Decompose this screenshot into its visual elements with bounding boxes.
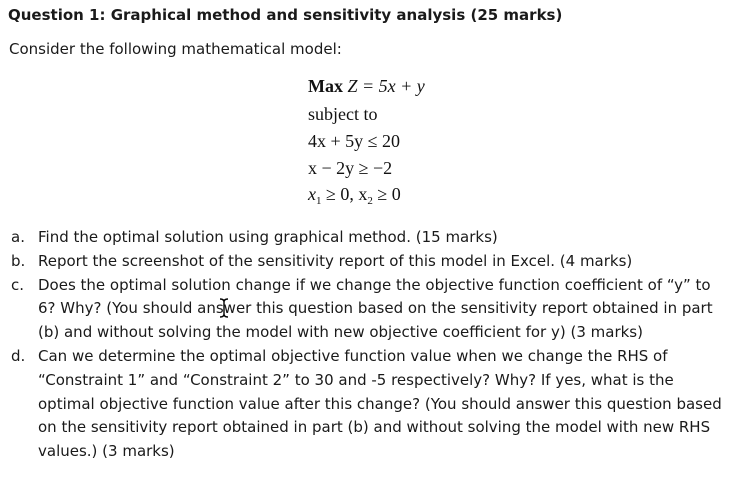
question-letter: c. (11, 275, 25, 294)
question-text-part-1: Does the optimal solution change if we change the objective function coefficient of “y” to 6? Why? (You should ans (38, 275, 711, 318)
question-title: Question 1: Graphical method and sensitivity analysis (25 marks) (8, 6, 563, 24)
question-a (0, 226, 732, 250)
question-text-part-2: wer this question based on the sensitivity report obtained in part (b) and without solving the model with new objective coefficient for y) (3 marks) (38, 299, 713, 342)
question-letter: d. (11, 346, 26, 365)
constraint-1: 4x + 5y ≤ 20 (308, 131, 401, 151)
subject-to-label: subject to (308, 104, 378, 124)
question-text: Can we determine the optimal objective function value when we change the RHS of “Constraint 1” and “Constraint 2” to 30 and -5 respectively? Why? If yes, what is the optimal objective function value after this change? (You should answer this question based on the sensitivity report obtained in part (b) and without solving the model with new RHS values.) (3 marks) (38, 346, 722, 461)
question-letter: b. (11, 251, 26, 270)
question-b (0, 250, 732, 274)
question-d (0, 345, 732, 464)
nonnegativity-constraint (308, 184, 401, 207)
nonneg-end: ≥ 0 (372, 184, 401, 204)
var-x1: x (308, 184, 316, 204)
question-letter: a. (11, 228, 25, 246)
objective-row (308, 76, 425, 97)
constraint-2: x − 2y ≥ −2 (308, 158, 393, 178)
intro-text: Consider the following mathematical model: (9, 40, 342, 58)
question-list (0, 226, 732, 464)
question-text: Report the screenshot of the sensitivity report of this model in Excel. (4 marks) (38, 251, 633, 270)
question-c (0, 274, 732, 345)
objective-expression: Z = 5x + y (347, 76, 425, 96)
subscript-2: 2 (367, 195, 373, 207)
nonneg-middle: ≥ 0, x (321, 184, 368, 204)
question-text: Find the optimal solution using graphical method. (15 marks) (38, 228, 498, 246)
subscript-1: 1 (316, 195, 322, 207)
max-keyword: Max (308, 76, 343, 96)
